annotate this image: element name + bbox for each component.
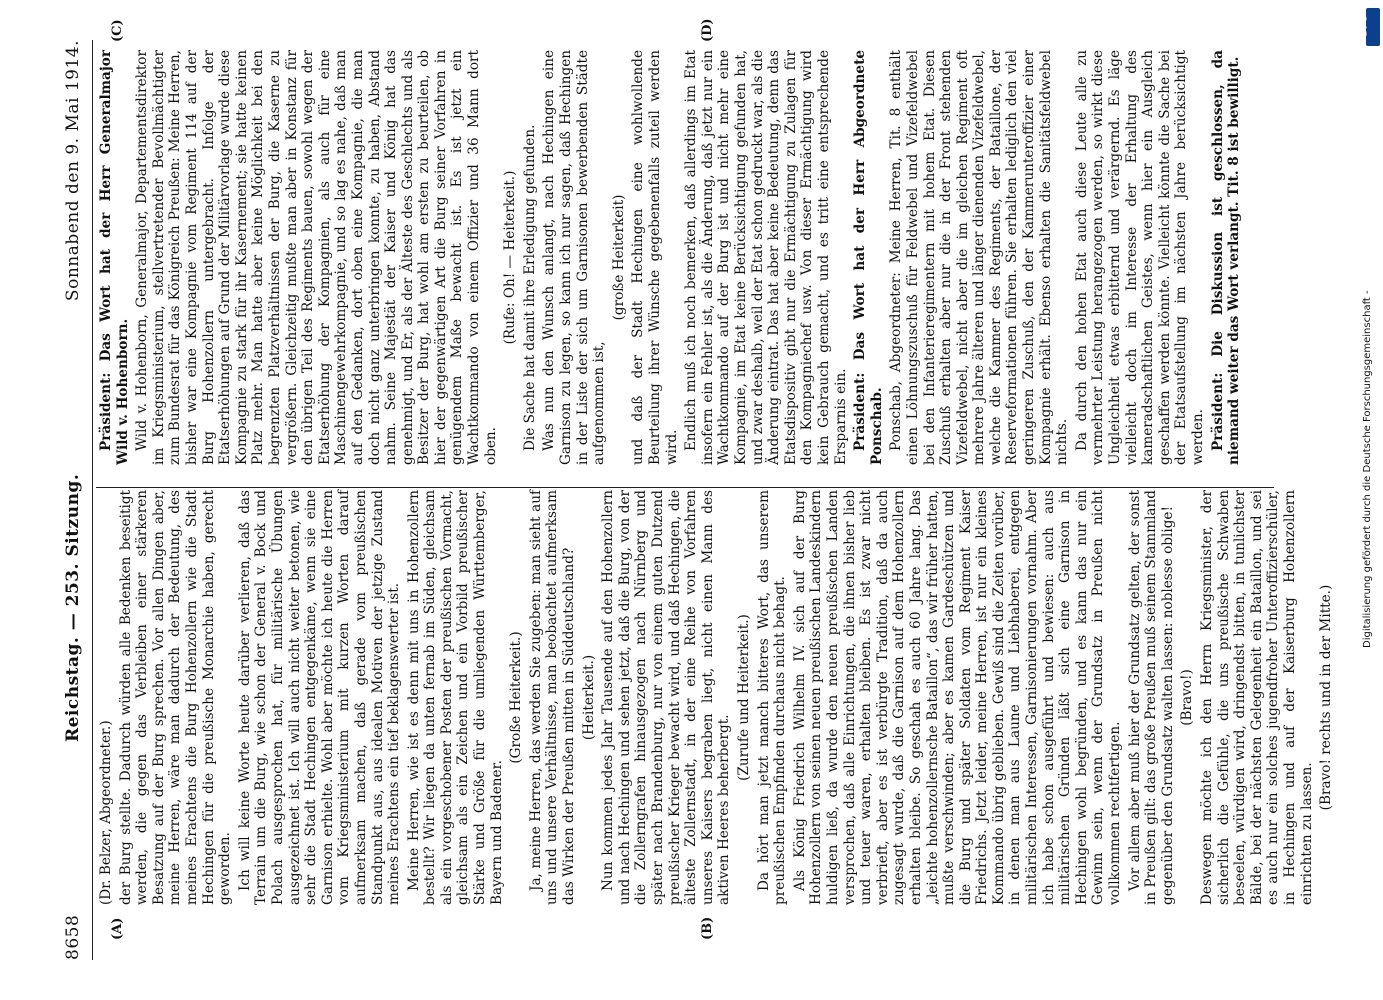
interjection: (Zurufe und Heiterkeit.)	[735, 614, 752, 781]
margin-letter-d: (D)	[700, 18, 715, 42]
speech-wild-v-hohenborn: Wild v. Hohenborn, Generalmajor, Departementsdirektor im Kriegsministerium, stellvertretender Bevollmächtigter zum Bundesrat für das Königreich Preußen: Meine Herren, bisher war eine Kompagnie vom Regiment 114 auf der Burg Hohenzollern untergebracht. Infolge der Etatserhöhungen auf Grund der Militärvorlage wurde diese Kompagnie zu stark für ihr Kasernement; sie hatte keinen Platz mehr. Man hatte aber keine Möglichkeit bei den begrenzten Platzverhältnissen der Burg, die Kaserne zu vergrößern. Gleichzeitig mußte man aber in Konstanz für den übrigen Teil des Regiments bauen, sowohl wegen der Etatserhöhung der Kompagnien, als auch für eine Maschinengewehrkompagnie, und so lag es nahe, daß man auf den Gedanken, dort oben eine Kompagnie, die man doch nicht ganz unterbringen konnte, zu haben, Abstand nahm. Seine Majestät der Kaiser und König hat das genehmigt, und Er, als der Älteste des Geschlechts und als Besitzer der Burg, hat wohl am ersten zu beurteilen, ob hier der gegenwärtigen Art die Burg seiner Vorfahren in genügendem Maße bewacht ist. Es ist jetzt ein Wachtkommando von einem Offizier und 36 Mann dort oben.	[134, 50, 499, 465]
margin-letter-a: (A)	[110, 917, 125, 940]
right-text-column	[98, 50, 1268, 465]
paragraph: Ich will keine Worte heute darüber verlieren, daß das Terrain um die Burg, wie schon der General v. Bock und Polach ausgesprochen hat, für militärische Übungen ausgezeichnet ist. Ich will auch nicht weiter betonen, wie sehr die Stadt Hechingen entgegenkäme, wenn sie eine Garnison erhielte. Wohl aber möchte ich heute die Herren vom Kriegsministerium mit kurzen Worten darauf aufmerksam machen, daß gerade vom preußischen Standpunkt aus, aus idealen Motiven der jetzige Zustand meines Erachtens ein tief beklagenswerter ist.	[236, 490, 403, 905]
paragraph: Was nun den Wunsch anlangt, nach Hechingen eine Garnison zu legen, so kann ich nur sagen, daß Hechingen in der Liste der sich um Garnisonen bewerbenden Städte aufgenommen ist,	[541, 50, 608, 465]
president-statement: Präsident: Das Wort hat der Herr Abgeordnete Ponschab.	[852, 50, 885, 465]
margin-letter-b: (B)	[700, 916, 715, 940]
page-number: 8658	[63, 914, 83, 960]
president-statement: Präsident: Die Diskussion ist geschlossen, da niemand weiter das Wort verlangt. Tit. 8 ist bewilligt.	[1209, 50, 1243, 465]
paragraph: Meine Herren, wie ist es denn mit uns in Hohenzollern bestellt? Wir liegen da unten fernab im Süden, gleichsam als ein vorgeschobener Posten der preußischen Vormacht, gleichsam als ein Zeichen und ein Vorbild preußischer Stärke und Größe für die umliegenden Württemberger, Bayern und Badener.	[405, 490, 505, 905]
paragraph: Als König Friedrich Wilhelm IV. sich auf der Burg Hohenzollern von seinen neuen preußischen Landeskindern huldigen ließ, da wurde den neuen preußischen Landen versprochen, daß alle Einrichtungen, die ihnen bisher lieb und teuer waren, erhalten bleiben. Es ist zwar nicht verbrieft, aber es ist verbürgte Tradition, daß da auch zugesagt wurde, daß die Garnison auf dem Hohenzollern erhalten bleibe. So geschah es auch 60 Jahre lang. Das „leichte hohenzollernsche Bataillon“, das wir früher hatten, mußte verschwinden; aber es kamen Gardeschützen und die Burg und später Soldaten vom Regiment Kaiser Friedrichs. Jetzt leider, meine Herren, ist nur ein kleines Kommando übrig geblieben. Gewiß sind die Zeiten vorüber, in denen man aus Laune und Liebhaberei, entgegen militärischen Interessen, Garnisonierungen vornahm. Aber ich habe schon ausgeführt und bewiesen: auch aus militärischen Gründen läßt sich eine Garnison in Hechingen wohl begründen, und es kann das nur ein Gewinn sein, wenn der Grundsatz in Preußen nicht vollkommen rechtfertigen.	[791, 490, 1124, 905]
president-statement: Präsident: Das Wort hat der Herr Generalmajor Wild v. Hohenborn.	[98, 50, 131, 465]
interjection: (Bravo!)	[1179, 669, 1196, 726]
paragraph: Ja, meine Herren, das werden Sie zugeben: man sieht auf uns und unsere Verhältnisse, man beobachtet aufmerksam das Wirken der Preußen mitten in Süddeutschland?	[527, 490, 578, 905]
digitization-note	[1359, 8, 1376, 648]
dfg-logo-text: DFG	[1359, 15, 1370, 37]
header-rule	[92, 40, 93, 960]
paragraph: Vor allem aber muß hier der Grundsatz gelten, der sonst in Preußen gilt: das große Preußen muß seinem Stammland gegenüber den Grundsatz walten lassen: noblesse oblige!	[1126, 490, 1176, 905]
interjection: (Große Heiterkeit.)	[508, 631, 525, 764]
dfg-logo[interactable]	[1359, 8, 1380, 46]
paragraph: der Burg stellte. Dadurch würden alle Bedenken beseitigt werden, die gegen das Verbleiben einer stärkeren Besatzung auf der Burg sprechen. Vor allen Dingen aber, meine Herren, wäre man dadurch der Bedeutung, des meines Erachtens die Burg Hohenzollern wie die Stadt Hechingen für die preußische Monarchie haben, gerecht geworden.	[117, 490, 234, 905]
speaker-continuation: (Dr. Belzer, Abgeordneter.)	[98, 720, 114, 905]
column-divider	[96, 487, 1274, 488]
page-header	[58, 40, 88, 960]
speech-ponschab: Ponschab, Abgeordneter: Meine Herren, Tit. 8 enthält einen Löhnungszuschuß für Feldwebel und Vizefeldwebel bei den Infanterieregimentern mit hohem Etat. Diesen Zuschuß erhalten aber nur die in der Front stehenden Vizefeldwebel, nicht aber die im gleichen Regiment oft mehrere Jahre älteren und länger dienenden Vizefeldwebel, welche die Kammer des Regiments, der Bataillone, der Reserveformationen führen. Sie erhalten lediglich den viel geringeren Zuschuß, den der Kammerunteroffizier einer Kompagnie erhält. Ebenso erhalten die Sanitätsfeldwebel nichts.	[888, 50, 1071, 465]
left-text-column	[98, 490, 1335, 905]
paragraph: Deswegen möchte ich den Herrn Kriegsminister, der sicherlich die Gefühle, die uns preußische Schwaben beseelen, würdigen wird, dringendst bitten, in tunlichster Bälde, bei der nächsten Gelegenheit ein Bataillon, und sei es auch nur ein solches jugendfroher Unteroffizierschüler, in Hechingen und auf der Kaiserburg Hohenzollern einrichten zu lassen.	[1199, 490, 1315, 905]
interjection: (Heiterkeit.)	[580, 654, 597, 741]
paragraph: Nun kommen jedes Jahr Tausende auf den Hohenzollern und nach Hechingen und sehen jetzt, daß die Burg, von der die Zollerngrafen hinausgezogen nach Nürnberg und später nach Brandenburg, nur von einem guten Dutzend preußischer Krieger bewacht wird, und daß Hechingen, die älteste Zollernstadt, in der eine Reihe von Vorfahren unseres Kaisers begraben liegt, nicht einen Mann des aktiven Heeres beherbergt.	[600, 490, 733, 905]
paragraph: Da durch den hohen Etat auch diese Leute alle zu vermehrter Leistung herangezogen werden, so wirkt diese Ungleichheit etwas erbitternd und verärgernd. Es läge vielleicht doch im Interesse der Erhaltung des kameradschaftlichen Geistes, wenn hier ein Ausgleich geschaffen werden könnte. Vielleicht könnte die Sache bei der Etatsaufstellung im nächsten Jahre berücksichtigt werden.	[1073, 50, 1206, 465]
dfg-credit-text: Digitalisierung gefördert durch die Deutsche Forschungsgemeinschaft -	[1362, 290, 1373, 648]
header-title: Reichstag. — 253. Sitzung.	[63, 473, 83, 743]
interjection: (Rufe: Oh! — Heiterkeit.)	[502, 170, 519, 345]
paragraph: Da hört man jetzt manch bitteres Wort, das unserem preußischen Empfinden durchaus nicht behagt.	[755, 490, 789, 905]
header-date: Sonnabend den 9. Mai 1914.	[63, 40, 83, 302]
interjection: (Bravo! rechts und in der Mitte.)	[1318, 584, 1335, 811]
paragraph: und daß der Stadt Hechingen eine wohlwollende Beurteilung ihrer Wünsche gegebenenfalls zuteil werden wird.	[630, 50, 680, 465]
paragraph: Endlich muß ich noch bemerken, daß allerdings im Etat insofern ein Fehler ist, als die Änderung, daß jetzt nur ein Wachtkommando auf der Burg ist und nicht mehr eine Kompagnie, im Etat keine Berücksichtigung gefunden hat, und zwar deshalb, weil der Etat schon gedruckt war, als die Änderung eintrat. Das hat aber keine Bedeutung, denn das Etatsdispositiv gibt nur die Ermächtigung zu Zulagen für den Kompagniechef usw. Von dieser Ermächtigung wird kein Gebrauch gemacht, und es tritt eine entsprechende Ersparnis ein.	[683, 50, 849, 465]
paragraph: Die Sache hat damit ihre Erledigung gefunden.	[521, 124, 538, 451]
interjection: (große Heiterkeit)	[610, 194, 627, 321]
margin-letter-c: (C)	[110, 19, 125, 42]
